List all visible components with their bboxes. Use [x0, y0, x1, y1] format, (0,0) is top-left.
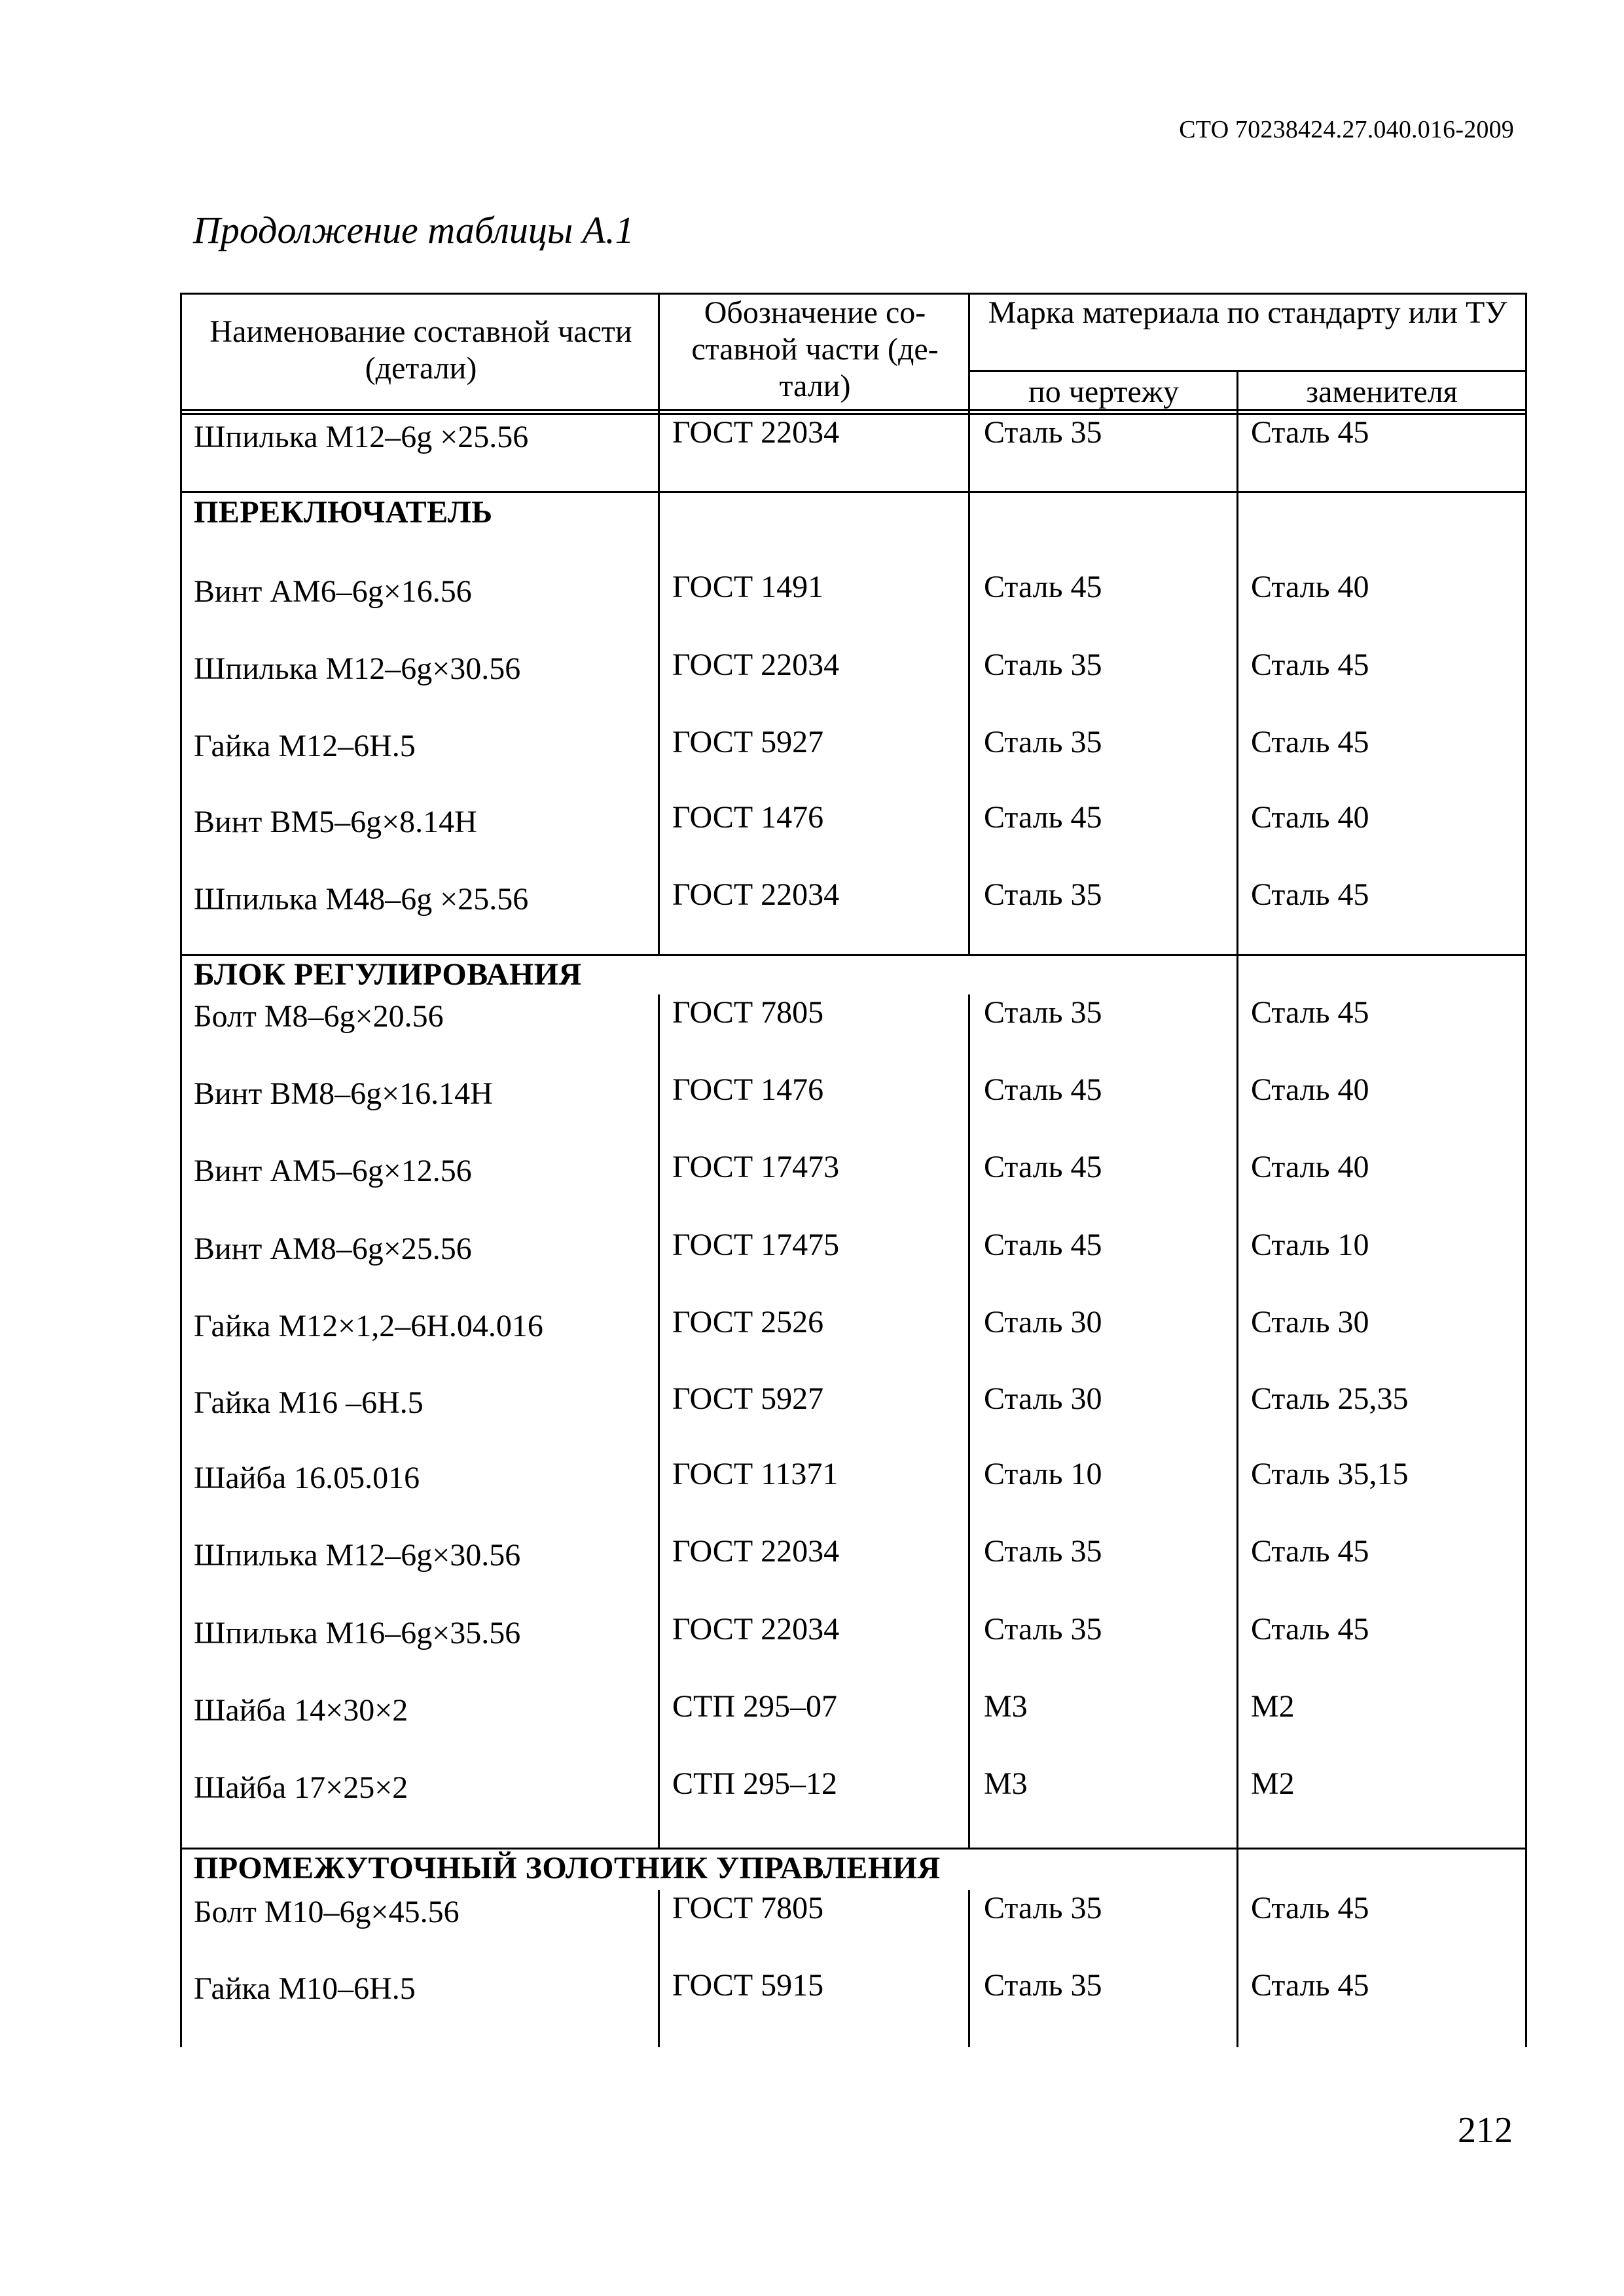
cell-name: Шпилька М12–6g×30.56 — [194, 1538, 521, 1573]
cell-substitute: Сталь 45 — [1251, 725, 1369, 759]
cell-by-drawing: Сталь 35 — [984, 1612, 1102, 1647]
header-by-drawing: по чертежу — [1028, 374, 1179, 409]
table-left-border — [180, 293, 182, 2047]
cell-name: Болт М10–6g×45.56 — [194, 1895, 460, 1929]
cell-name: Винт ВМ5–6g×8.14Н — [194, 805, 477, 839]
cell-by-drawing: Сталь 30 — [984, 1305, 1102, 1339]
cell-substitute: Сталь 45 — [1251, 1968, 1369, 2003]
cell-by-drawing: Сталь 35 — [984, 647, 1102, 682]
column-separator-1 — [658, 293, 660, 954]
header-name: Наименование составной части (детали) — [209, 314, 632, 386]
cell-substitute: Сталь 45 — [1251, 1534, 1369, 1569]
cell-designation: ГОСТ 1476 — [672, 800, 824, 835]
cell-substitute: Сталь 45 — [1251, 647, 1369, 682]
cell-by-drawing: Сталь 45 — [984, 1150, 1102, 1184]
header-material-group: Марка материала по стандарту или ТУ — [988, 295, 1507, 330]
cell-designation: ГОСТ 2526 — [672, 1305, 824, 1339]
cell-substitute: Сталь 40 — [1251, 1072, 1369, 1107]
cell-designation: ГОСТ 1476 — [672, 1072, 824, 1107]
cell-by-drawing: Сталь 35 — [984, 1891, 1102, 1925]
cell-name: Шайба 16.05.016 — [194, 1461, 420, 1495]
header-designation: Обозначение со-ставной части (де-тали) — [691, 295, 939, 403]
document-code: СТО 70238424.27.040.016-2009 — [1179, 116, 1514, 143]
cell-by-drawing: Сталь 45 — [984, 800, 1102, 835]
cell-by-drawing: М3 — [984, 1766, 1028, 1801]
column-separator-1 — [658, 994, 660, 1848]
cell-name: Шпилька М12–6g ×25.56 — [194, 420, 529, 454]
cell-by-drawing: Сталь 30 — [984, 1381, 1102, 1416]
cell-name: Гайка М10–6Н.5 — [194, 1971, 416, 2006]
table-caption: Продолжение таблицы А.1 — [193, 209, 634, 251]
cell-designation: ГОСТ 17475 — [672, 1228, 840, 1262]
cell-designation: ГОСТ 22034 — [672, 877, 840, 912]
cell-substitute: Сталь 30 — [1251, 1305, 1369, 1339]
header-substitute: заменителя — [1306, 374, 1458, 409]
material-group-divider — [968, 370, 1527, 372]
cell-substitute: Сталь 45 — [1251, 877, 1369, 912]
cell-designation: ГОСТ 1491 — [672, 570, 824, 604]
cell-designation: ГОСТ 5927 — [672, 1381, 824, 1416]
column-separator-3 — [1236, 370, 1238, 2047]
cell-designation: ГОСТ 11371 — [672, 1457, 839, 1491]
cell-by-drawing: Сталь 35 — [984, 1968, 1102, 2003]
cell-substitute: М2 — [1251, 1689, 1295, 1724]
cell-by-drawing: Сталь 45 — [984, 1228, 1102, 1262]
section-title: ПЕРЕКЛЮЧАТЕЛЬ — [194, 495, 493, 530]
cell-designation: ГОСТ 22034 — [672, 415, 840, 450]
cell-designation: ГОСТ 22034 — [672, 1534, 840, 1569]
cell-name: Винт АМ6–6g×16.56 — [194, 574, 472, 609]
cell-substitute: Сталь 45 — [1251, 995, 1369, 1030]
cell-name: Шпилька М12–6g×30.56 — [194, 651, 521, 686]
cell-designation: ГОСТ 5927 — [672, 725, 824, 759]
cell-substitute: Сталь 35,15 — [1251, 1457, 1409, 1491]
cell-name: Болт М8–6g×20.56 — [194, 999, 444, 1034]
cell-substitute: М2 — [1251, 1766, 1295, 1801]
column-separator-2 — [968, 994, 970, 1848]
cell-by-drawing: Сталь 35 — [984, 1534, 1102, 1569]
cell-substitute: Сталь 45 — [1251, 1891, 1369, 1925]
cell-name: Гайка М12×1,2–6Н.04.016 — [194, 1309, 543, 1343]
cell-designation: ГОСТ 22034 — [672, 1612, 840, 1647]
cell-by-drawing: М3 — [984, 1689, 1028, 1724]
cell-by-drawing: Сталь 35 — [984, 725, 1102, 759]
section-divider-2 — [180, 1848, 1527, 1850]
section-title: ПРОМЕЖУТОЧНЫЙ ЗОЛОТНИК УПРАВЛЕНИЯ — [194, 1851, 941, 1886]
cell-substitute: Сталь 10 — [1251, 1228, 1369, 1262]
cell-by-drawing: Сталь 35 — [984, 995, 1102, 1030]
cell-designation: ГОСТ 7805 — [672, 1891, 824, 1925]
cell-designation: ГОСТ 17473 — [672, 1150, 840, 1184]
cell-name: Шайба 14×30×2 — [194, 1693, 408, 1728]
column-separator-2 — [968, 1890, 970, 2047]
cell-designation: ГОСТ 5915 — [672, 1968, 824, 2003]
cell-designation: СТП 295–12 — [672, 1766, 837, 1801]
cell-name: Гайка М12–6Н.5 — [194, 729, 416, 763]
cell-by-drawing: Сталь 35 — [984, 877, 1102, 912]
table-right-border — [1525, 293, 1527, 2047]
cell-substitute: Сталь 40 — [1251, 800, 1369, 835]
cell-name: Винт АМ5–6g×12.56 — [194, 1154, 472, 1188]
section-divider-1 — [180, 954, 1527, 956]
column-separator-2 — [968, 293, 970, 954]
cell-substitute: Сталь 40 — [1251, 570, 1369, 604]
cell-designation: ГОСТ 22034 — [672, 647, 840, 682]
materials-table — [180, 293, 1527, 2047]
cell-name: Шпилька М48–6g ×25.56 — [194, 882, 529, 917]
cell-by-drawing: Сталь 35 — [984, 415, 1102, 450]
cell-by-drawing: Сталь 45 — [984, 1072, 1102, 1107]
cell-name: Винт ВМ8–6g×16.14Н — [194, 1076, 493, 1111]
cell-name: Гайка М16 –6Н.5 — [194, 1385, 424, 1420]
page-number: 212 — [1458, 2110, 1513, 2151]
cell-designation: ГОСТ 7805 — [672, 995, 824, 1030]
cell-substitute: Сталь 45 — [1251, 1612, 1369, 1647]
section-title: БЛОК РЕГУЛИРОВАНИЯ — [194, 957, 582, 992]
cell-designation: СТП 295–07 — [672, 1689, 837, 1724]
cell-name: Винт АМ8–6g×25.56 — [194, 1231, 472, 1266]
cell-substitute: Сталь 40 — [1251, 1150, 1369, 1184]
cell-substitute: Сталь 25,35 — [1251, 1381, 1409, 1416]
cell-name: Шпилька М16–6g×35.56 — [194, 1616, 521, 1650]
column-separator-1 — [658, 1890, 660, 2047]
row-divider — [180, 491, 1527, 493]
cell-substitute: Сталь 45 — [1251, 415, 1369, 450]
cell-name: Шайба 17×25×2 — [194, 1770, 408, 1805]
cell-by-drawing: Сталь 45 — [984, 570, 1102, 604]
cell-by-drawing: Сталь 10 — [984, 1457, 1102, 1491]
